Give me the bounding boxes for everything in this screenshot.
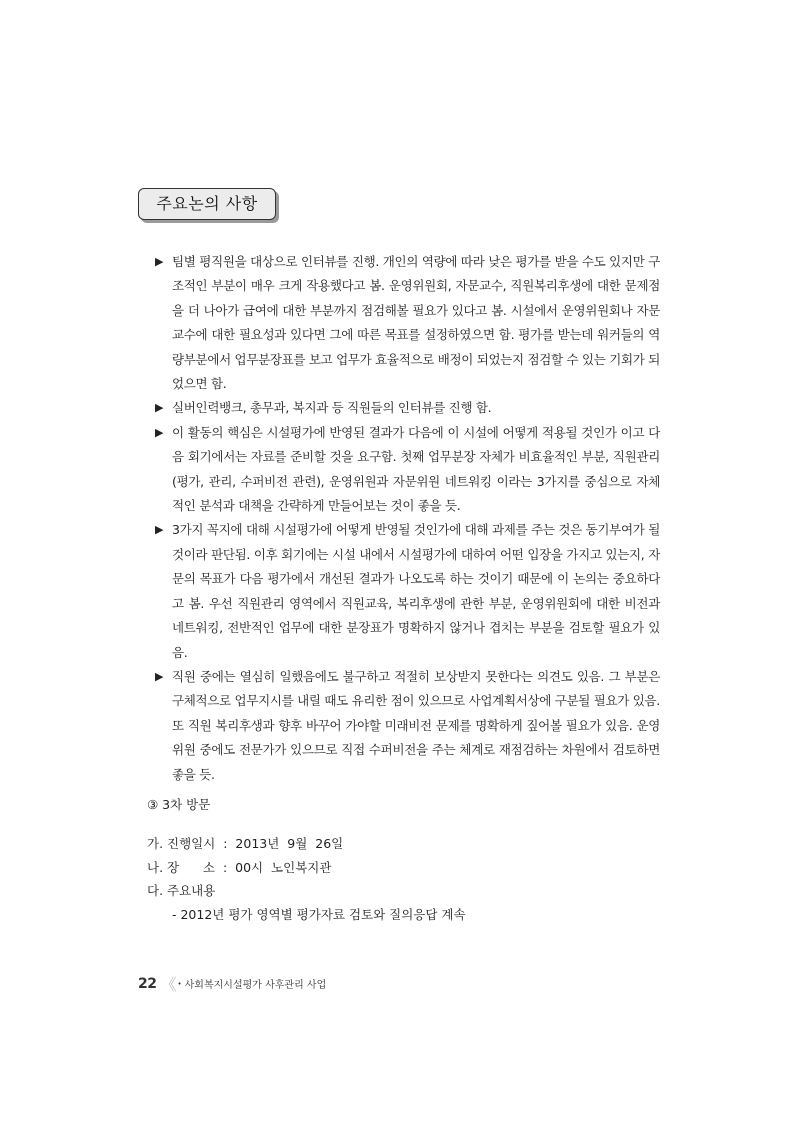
- section-title: 주요논의 사항: [156, 194, 258, 213]
- page-number: 22: [138, 975, 157, 992]
- dot-icon: •: [177, 979, 182, 988]
- bullet-arrow-icon: ▶: [155, 401, 164, 415]
- section-title-box: [138, 188, 276, 220]
- list-item-text: 3가지 꼭지에 대해 시설평가에 어떻게 반영될 것인가에 대해 과제를 주는 것은 동기부여가 될 것이라 판단됨. 이후 회기에는 시설 내에서 시설평가에 대하여 어떤 입장을 가지고 있는지, 자문의 목표가 다음 평가에서 개선된 결과가 나오도록 하는 것이기 때문에 이 논의는 중요하다고 봄. 우선 직원관리 영역에서 직원교육, 복리후생에 관한 부분, 운영위원회에 대한 비전과 네트워킹, 전반적인 업무에 대한 분장표가 명확하지 않거나 겹치는 부분을 검토할 필요가 있음.: [172, 522, 660, 660]
- list-item: [155, 250, 660, 396]
- list-item: [155, 396, 660, 420]
- info-content-item: - 2012년 평가 영역별 평가자료 검토와 질의응답 계속: [172, 906, 466, 922]
- list-item-text: 이 활동의 핵심은 시설평가에 반영된 결과가 다음에 이 시설에 어떻게 적용될 것인가 이고 다음 회기에서는 자료를 준비할 것을 요구함. 첫째 업무분장 자체가 비효율적인 부분, 직원관리(평가, 관리, 수퍼비전 관련), 운영위원과 자문위원 네트워킹 이라는 3가지를 중심으로 자체적인 분석과 대책을 간략하게 만들어보는 것이 좋을 듯.: [172, 424, 660, 514]
- info-content-label: 다. 주요내용: [147, 883, 216, 898]
- bullet-arrow-icon: ▶: [155, 255, 164, 268]
- list-item-text: 직원 중에는 열심히 일했음에도 불구하고 적절히 보상받지 못한다는 의견도 있음. 그 부분은 구체적으로 업무지시를 내릴 때도 유리한 점이 있으므로 사업계획서상에 구분될 필요가 있음. 또 직원 복리후생과 향후 바꾸어 가야할 미래비전 문제를 명확하게 짚어볼 필요가 있음. 운영위원 중에도 전문가가 있으므로 직접 수퍼비전을 주는 체계로 재점검하는 차원에서 검토하면 좋을 듯.: [172, 668, 660, 782]
- bullet-arrow-icon: ▶: [155, 425, 164, 439]
- visit-heading: ③ 3차 방문: [147, 797, 211, 812]
- list-item: [155, 421, 660, 519]
- double-chevron-icon: 《: [160, 975, 174, 994]
- list-item: [155, 518, 660, 664]
- list-item: [155, 665, 660, 787]
- page-footer: [138, 972, 326, 995]
- list-item-text: 팀별 평직원을 대상으로 인터뷰를 진행. 개인의 역량에 따라 낮은 평가를 받을 수도 있지만 구조적인 부분이 매우 크게 작용했다고 봄. 운영위원회, 자문교수, 직원복리후생에 대한 문제점을 더 나아가 급여에 대한 부분까지 점검해볼 필요가 있다고 봄. 시설에서 운영위원회나 자문교수에 대한 필요성과 있다면 그에 따른 목표를 설정하였으면 함. 평가를 받는데 워커들의 역량부분에서 업무분장표를 보고 업무가 효율적으로 배정이 되었는지 점검할 수 있는 기회가 되었으면 함.: [172, 254, 660, 392]
- discussion-list: [155, 250, 660, 787]
- info-place: 나. 장 소 : 00시 노인복지관: [147, 859, 332, 875]
- info-date: 가. 진행일시 : 2013년 9월 26일: [147, 836, 344, 851]
- list-item-text: 실버인력뱅크, 총무과, 복지과 등 직원들의 인터뷰를 진행 함.: [172, 400, 492, 416]
- bullet-arrow-icon: ▶: [155, 669, 164, 683]
- bullet-arrow-icon: ▶: [155, 523, 164, 537]
- visit-info: [147, 832, 466, 926]
- footer-title: 사회복지시설평가 사후관리 사업: [184, 980, 327, 991]
